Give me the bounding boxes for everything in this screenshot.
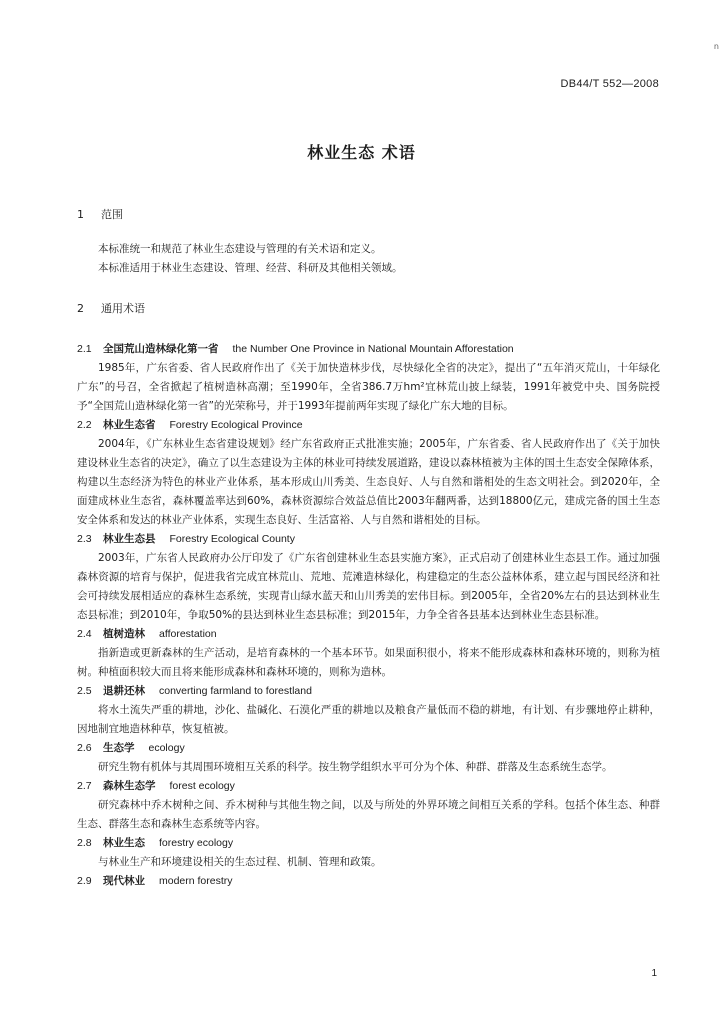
section-number: 1 <box>77 208 84 221</box>
term-entry <box>77 530 660 625</box>
scope-paragraph-2: 本标准适用于林业生态建设、管理、经营、科研及其他相关领域。 <box>98 262 403 274</box>
term-entry <box>77 777 660 834</box>
term-heading <box>77 416 660 435</box>
term-definition: 将水土流失严重的耕地，沙化、盐碱化、石漠化严重的耕地以及粮食产量低而不稳的耕地，有计划、有步骤地停止耕种，因地制宜地造林种草，恢复植被。 <box>77 704 660 735</box>
term-definition: 指新造或更新森林的生产活动，是培育森林的一个基本环节。如果面积很小，将来不能形成森林和森林环境的，则称为植树。种植面积较大而且将来能形成森林和森林环境的，则称为造林。 <box>77 647 660 678</box>
term-english: modern forestry <box>159 875 233 887</box>
term-number: 2.7 <box>77 780 92 792</box>
term-chinese: 林业生态省 <box>103 419 156 431</box>
term-entry <box>77 682 660 739</box>
term-english: Forestry Ecological Province <box>169 419 303 431</box>
term-chinese: 森林生态学 <box>103 780 156 792</box>
term-number: 2.8 <box>77 837 92 849</box>
term-english: the Number One Province in National Mountain Afforestation <box>232 343 514 355</box>
document-title: 林业生态 术语 <box>307 143 416 162</box>
term-heading <box>77 777 660 796</box>
term-number: 2.5 <box>77 685 92 697</box>
term-definition: 研究生物有机体与其周围环境相互关系的科学。按生物学组织水平可分为个体、种群、群落及生态系统生态学。 <box>98 761 613 773</box>
term-chinese: 现代林业 <box>103 875 145 887</box>
term-number: 2.1 <box>77 343 92 355</box>
section-title: 范围 <box>101 208 123 221</box>
term-definition: 1985年，广东省委、省人民政府作出了《关于加快造林步伐，尽快绿化全省的决定》，提出了“五年消灭荒山，十年绿化广东”的号召，全省掀起了植树造林高潮；至1990年，全省386.7万hm²宜林荒山披上绿装，1991年被党中央、国务院授予“全国荒山造林绿化第一省”的光荣称号，并于1993年提前两年实现了绿化广东大地的目标。 <box>77 362 660 412</box>
term-number: 2.2 <box>77 419 92 431</box>
term-entry <box>77 834 660 872</box>
term-english: forestry ecology <box>159 837 234 849</box>
section-heading-scope <box>77 200 660 230</box>
term-entry <box>77 340 660 416</box>
term-definition: 研究森林中乔木树种之间、乔木树种与其他生物之间，以及与所处的外界环境之间相互关系的学科。包括个体生态、种群生态、群落生态和森林生态系统等内容。 <box>77 799 660 830</box>
term-number: 2.9 <box>77 875 92 887</box>
term-english: converting farmland to forestland <box>159 685 312 697</box>
term-chinese: 生态学 <box>103 742 135 754</box>
scope-paragraph-1: 本标准统一和规范了林业生态建设与管理的有关术语和定义。 <box>98 243 382 255</box>
term-chinese: 植树造林 <box>103 628 145 640</box>
term-chinese: 林业生态 <box>103 837 145 849</box>
term-heading <box>77 739 660 758</box>
term-definition: 2004年，《广东林业生态省建设规划》经广东省政府正式批准实施；2005年，广东省委、省人民政府作出了《关于加快建设林业生态省的决定》，确立了以生态建设为主体的林业可持续发展道路，建设以森林植被为主体的国土生态安全保障体系，构建以生态经济为特色的林业产业体系，基本形成山川秀美、生态良好、人与自然和谐相处的生态文明社会。到2020年，全面建成林业生态省，森林覆盖率达到60%，森林资源综合效益总值比2003年翻两番，达到18800亿元，建成完备的国土生态安全体系和发达的林业产业体系，实现生态良好、生活富裕、人与自然和谐相处的目标。 <box>77 438 660 526</box>
term-english: Forestry Ecological County <box>169 533 295 545</box>
term-number: 2.4 <box>77 628 92 640</box>
term-definition: 与林业生产和环境建设相关的生态过程、机制、管理和政策。 <box>98 856 382 868</box>
term-number: 2.3 <box>77 533 92 545</box>
term-heading <box>77 834 660 853</box>
term-heading <box>77 872 660 891</box>
term-entry <box>77 416 660 530</box>
section-title: 通用术语 <box>101 302 145 315</box>
term-chinese: 退耕还林 <box>103 685 145 697</box>
page-number: 1 <box>651 968 657 979</box>
term-entry <box>77 739 660 777</box>
term-chinese: 林业生态县 <box>103 533 156 545</box>
section-number: 2 <box>77 302 84 315</box>
term-heading <box>77 530 660 549</box>
term-english: afforestation <box>159 628 217 640</box>
standard-code: DB44/T 552—2008 <box>560 78 659 90</box>
document-body <box>77 200 660 891</box>
term-heading <box>77 682 660 701</box>
term-entry <box>77 872 660 891</box>
term-chinese: 全国荒山造林绿化第一省 <box>103 343 219 355</box>
term-heading <box>77 625 660 644</box>
margin-mark: n <box>713 42 719 51</box>
term-english: forest ecology <box>169 780 235 792</box>
term-entry <box>77 625 660 682</box>
term-heading <box>77 340 660 359</box>
term-definition: 2003年，广东省人民政府办公厅印发了《广东省创建林业生态县实施方案》，正式启动了创建林业生态县工作。通过加强森林资源的培育与保护，促进我省完成宜林荒山、荒地、荒滩造林绿化，构建稳定的生态公益林体系，建立起与国民经济和社会可持续发展相适应的森林生态系统，实现青山绿水蓝天和山川秀美的宏伟目标。到2005年，全省20%左右的县达到林业生态县标准；到2010年，争取50%的县达到林业生态县标准；到2015年，力争全省各县基本达到林业生态县标准。 <box>77 552 660 621</box>
term-english: ecology <box>148 742 185 754</box>
term-number: 2.6 <box>77 742 92 754</box>
section-heading-general-terms <box>77 294 660 324</box>
